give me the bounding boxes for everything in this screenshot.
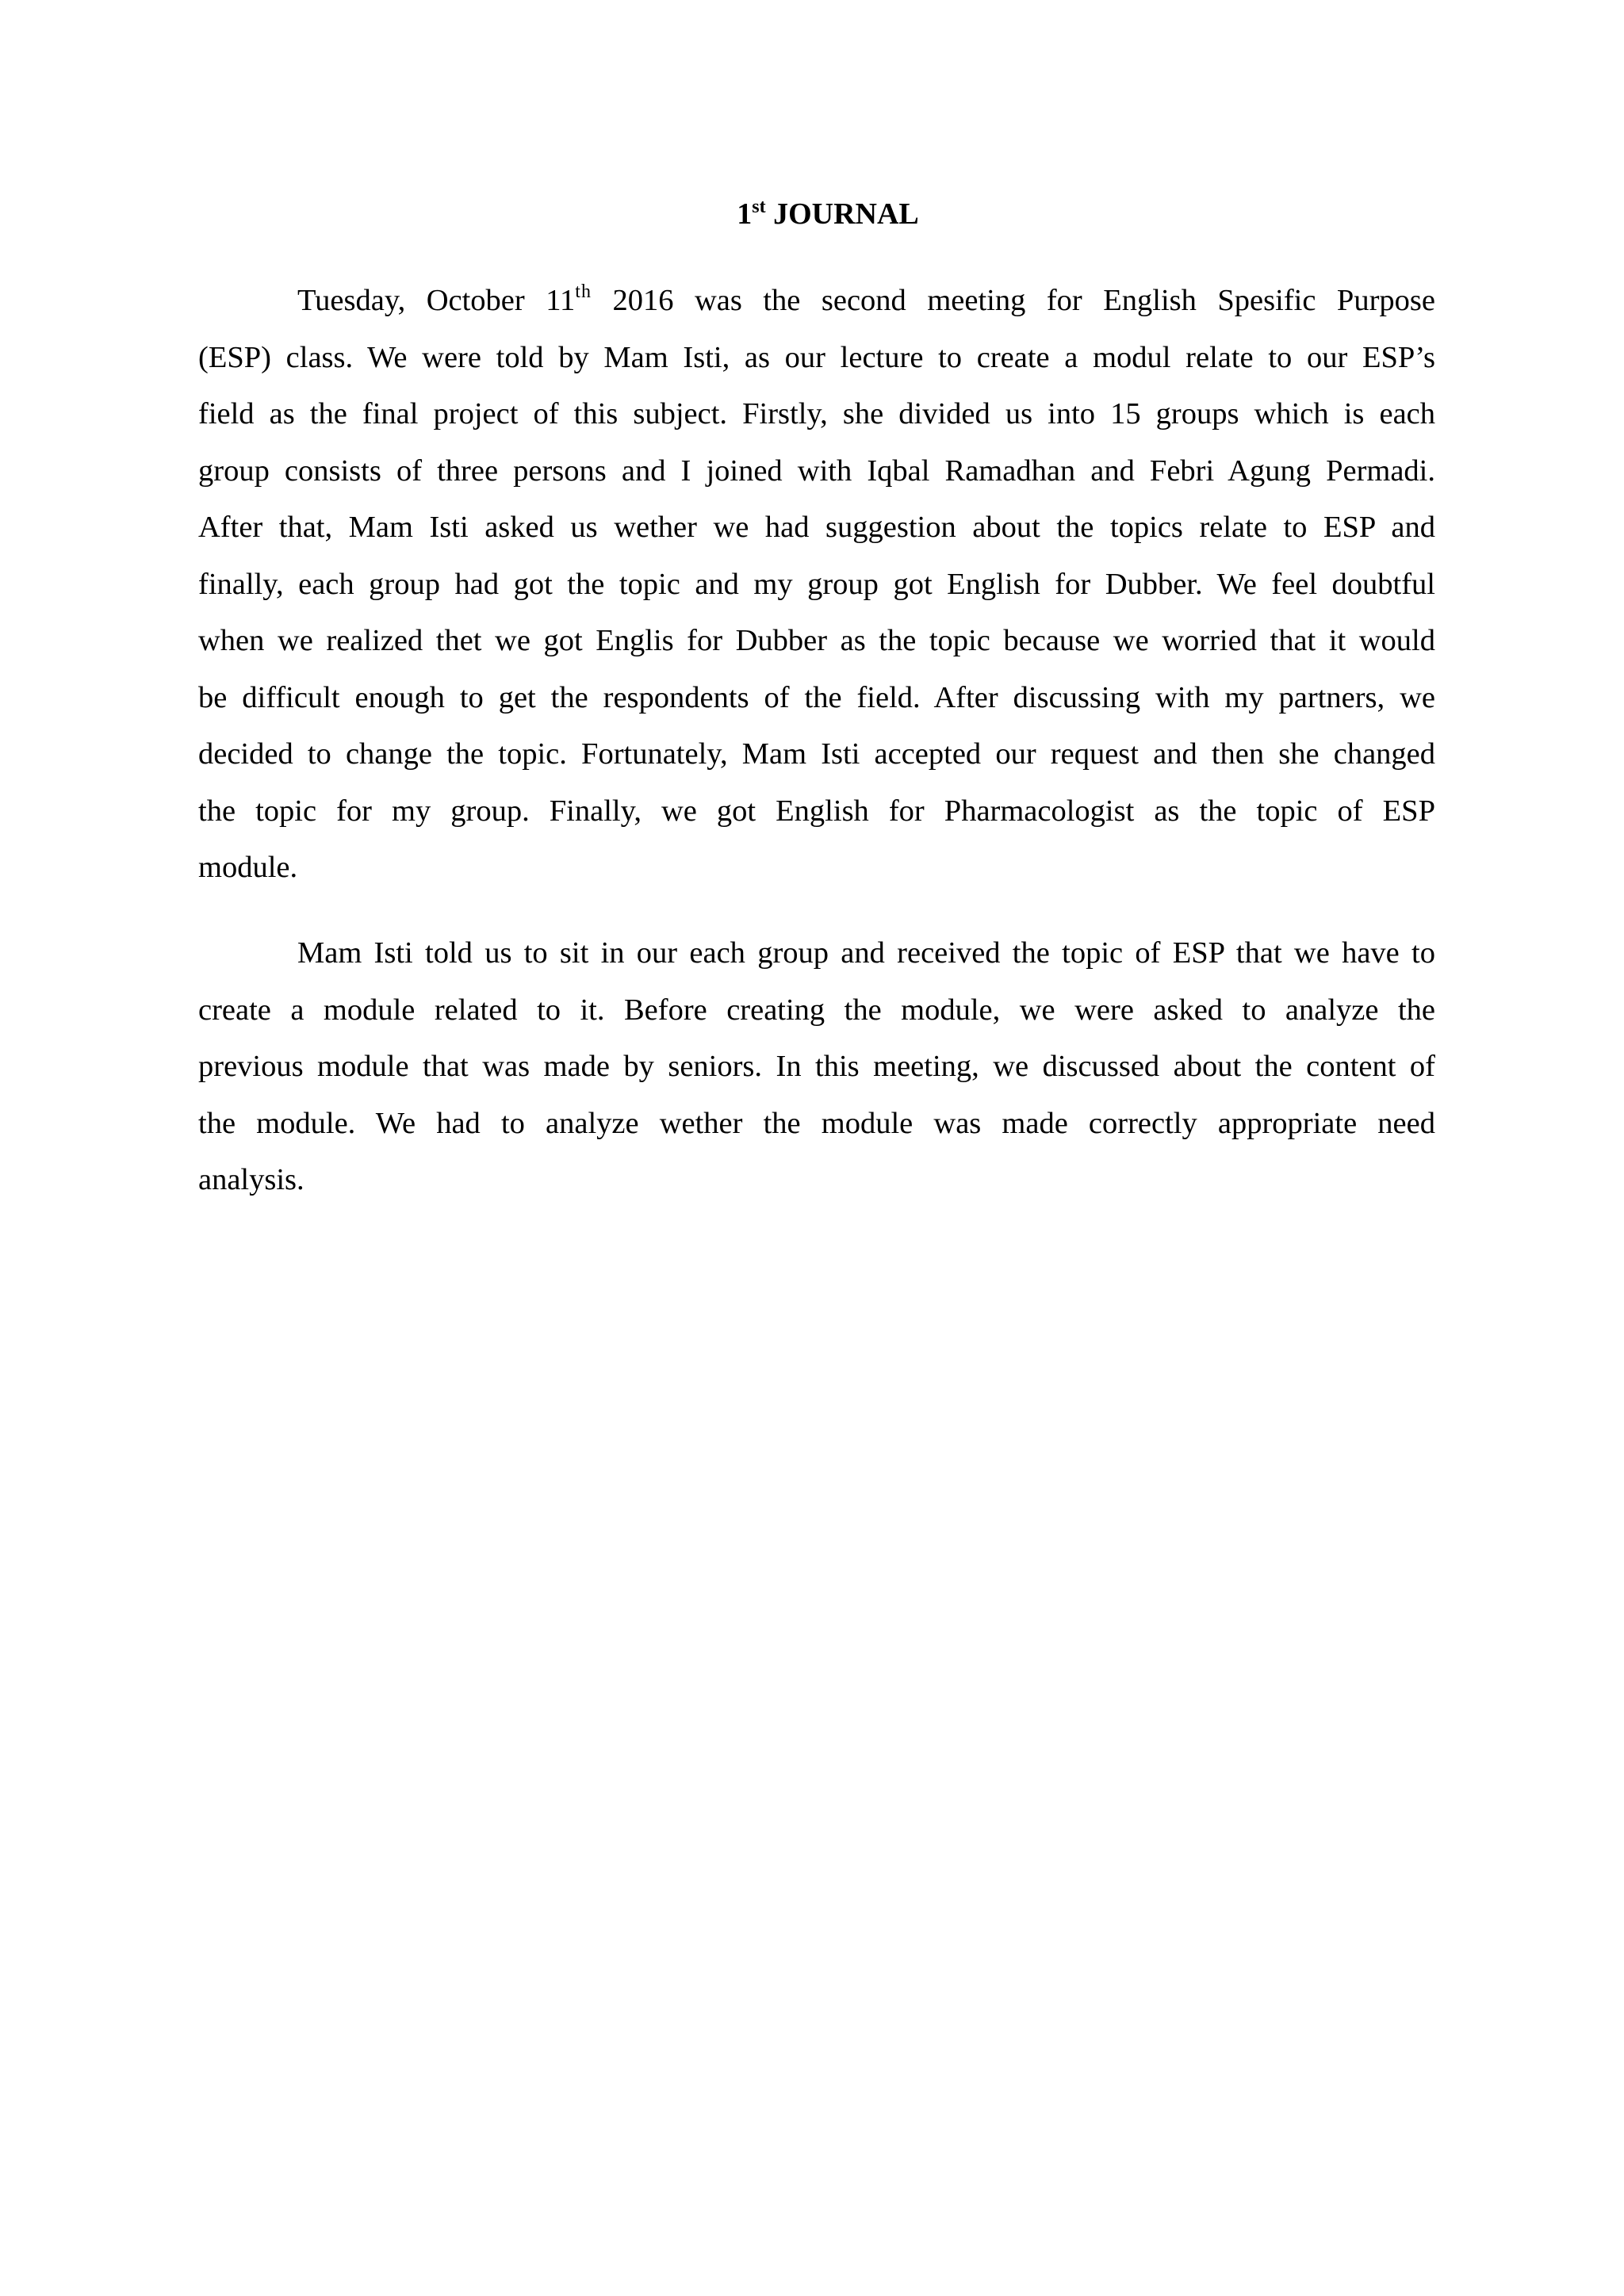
paragraph-line: After that, Mam Isti asked us wether we had suggestion about the topics relate to ESP and [198, 511, 1435, 544]
paragraph-line: module. [198, 851, 298, 884]
paragraph-line: finally, each group had got the topic and my group got English for Dubber. We feel doubtful [198, 567, 1435, 601]
paragraph-1-line-1 [198, 273, 1435, 330]
paragraph-line: previous module that was made by seniors. In this meeting, we discussed about the content of [198, 1050, 1435, 1083]
title-ordinal-suffix: st [752, 197, 766, 217]
ordinal-suffix: th [575, 281, 592, 302]
title-text: JOURNAL [773, 197, 919, 231]
paragraph-1 [198, 273, 1435, 897]
paragraph-line: analysis. [198, 1163, 304, 1196]
paragraph-line: field as the final project of this subject. Firstly, she divided us into 15 groups which is each [198, 397, 1435, 430]
paragraph-line: group consists of three persons and I joined with Iqbal Ramadhan and Febri Agung Permadi. [198, 453, 1435, 488]
paragraph-2-line-1 [198, 925, 1435, 982]
title-number: 1 [737, 197, 753, 231]
paragraph-line: create a module related to it. Before creating the module, we were asked to analyze the [198, 993, 1435, 1027]
paragraph-line: the module. We had to analyze wether the module was made correctly appropriate need [198, 1106, 1435, 1140]
journal-title [0, 193, 1624, 235]
paragraph-line-text: Mam Isti told us to sit in our each group and received the topic of ESP that we have to [297, 936, 1435, 970]
paragraph-line: (ESP) class. We were told by Mam Isti, as our lecture to create a modul relate to our ESP’s [198, 340, 1435, 374]
paragraph-2 [198, 925, 1435, 1209]
line-1-post: 2016 was the second meeting for English Spesific Purpose [612, 284, 1435, 317]
paragraph-line: the topic for my group. Finally, we got English for Pharmacologist as the topic of ESP [198, 794, 1435, 828]
line-1-pre: Tuesday, October 11 [297, 284, 576, 317]
paragraph-line: decided to change the topic. Fortunately, Mam Isti accepted our request and then she changed [198, 737, 1435, 771]
paragraph-line: be difficult enough to get the respondents of the field. After discussing with my partners, we [198, 680, 1435, 714]
paragraph-line: when we realized thet we got Englis for Dubber as the topic because we worried that it would [198, 624, 1435, 657]
